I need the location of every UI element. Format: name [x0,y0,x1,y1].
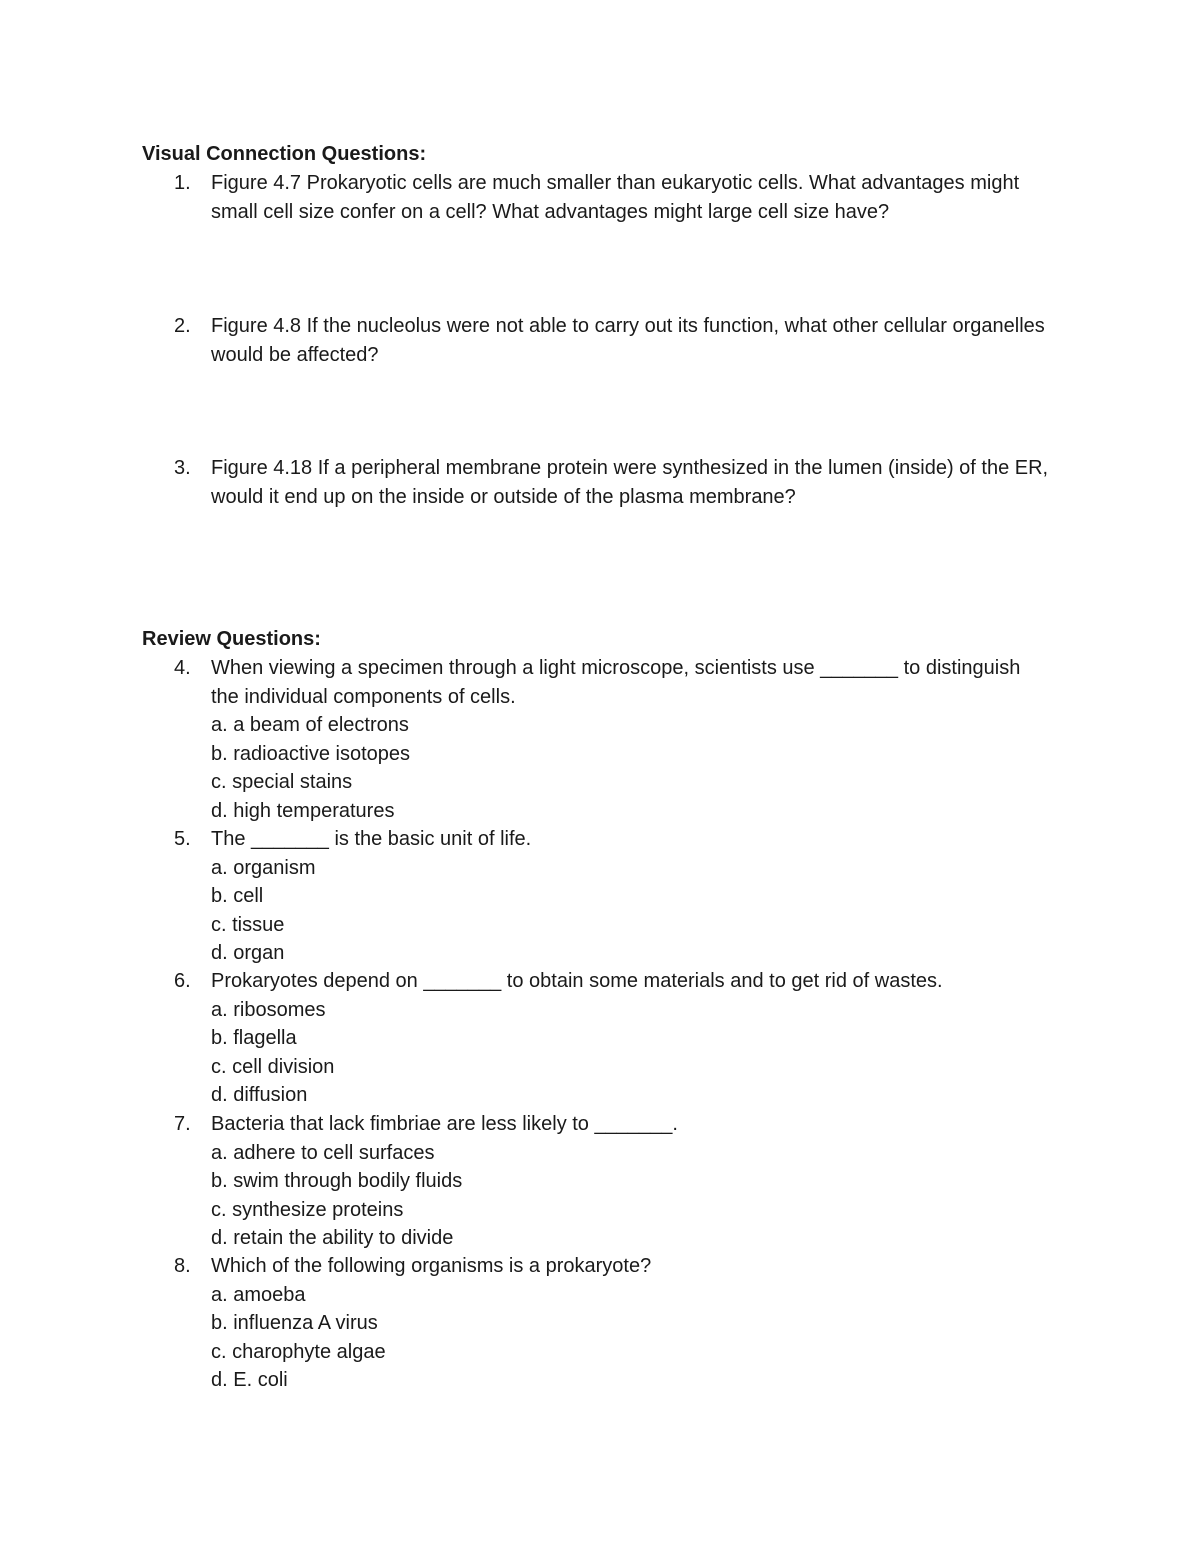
answer-option: d. organ [211,942,285,964]
answer-option: d. high temperatures [211,799,395,822]
question-number: 2. [174,315,191,337]
question-body [211,454,1051,511]
answer-option: b. radioactive isotopes [211,742,411,765]
question-body [211,1110,1051,1253]
answer-option: b. cell [211,885,264,907]
question-number: 6. [174,970,191,992]
question-text: Figure 4.7 Prokaryotic cells are much smaller than eukaryotic cells. What advantages might small cell size confer on a cell? What advantages might large cell size have? [211,172,1020,223]
answer-option: a. adhere to cell surfaces [211,1141,435,1164]
question-text: Figure 4.8 If the nucleolus were not able to carry out its function, what other cellular organelles would be affected? [211,315,1045,366]
answer-option: a. a beam of electrons [211,714,409,736]
answer-option: b. influenza A virus [211,1312,378,1334]
answer-option: c. charophyte algae [211,1340,386,1363]
review-questions-heading: Review Questions: [142,628,321,650]
answer-option: d. retain the ability to divide [211,1227,454,1249]
visual-connection-heading: Visual Connection Questions: [142,143,427,165]
answer-option: a. amoeba [211,1283,306,1306]
question-text: Which of the following organisms is a prokaryote? [211,1255,652,1277]
question-text: Prokaryotes depend on _______ to obtain some materials and to get rid of wastes. [211,970,943,992]
question-body [211,1252,1051,1395]
question-number: 4. [174,657,191,679]
answer-option: a. organism [211,856,316,879]
question-number: 3. [174,457,191,479]
question-number: 8. [174,1255,191,1277]
question-number: 5. [174,828,191,850]
answer-option: c. special stains [211,771,353,793]
question-text: Bacteria that lack fimbriae are less likely to _______. [211,1113,678,1135]
question-text: When viewing a specimen through a light microscope, scientists use _______ to distinguish the individual components of cells. [211,657,1021,708]
answer-option: c. cell division [211,1055,335,1078]
question-number: 7. [174,1113,191,1135]
answer-option: d. E. coli [211,1369,288,1391]
question-body [211,967,1051,1110]
answer-option: c. synthesize proteins [211,1198,404,1221]
answer-option: b. swim through bodily fluids [211,1170,463,1192]
question-body [211,312,1051,369]
answer-option: c. tissue [211,913,285,936]
question-text: The _______ is the basic unit of life. [211,828,532,850]
answer-option: b. flagella [211,1027,297,1049]
question-body [211,169,1051,226]
question-text: Figure 4.18 If a peripheral membrane protein were synthesized in the lumen (inside) of the ER, would it end up on the inside or outside of the plasma membrane? [211,457,1049,508]
question-body [211,654,1051,825]
answer-option: a. ribosomes [211,998,326,1021]
question-number: 1. [174,172,191,194]
answer-option: d. diffusion [211,1084,308,1106]
question-body [211,825,1051,968]
